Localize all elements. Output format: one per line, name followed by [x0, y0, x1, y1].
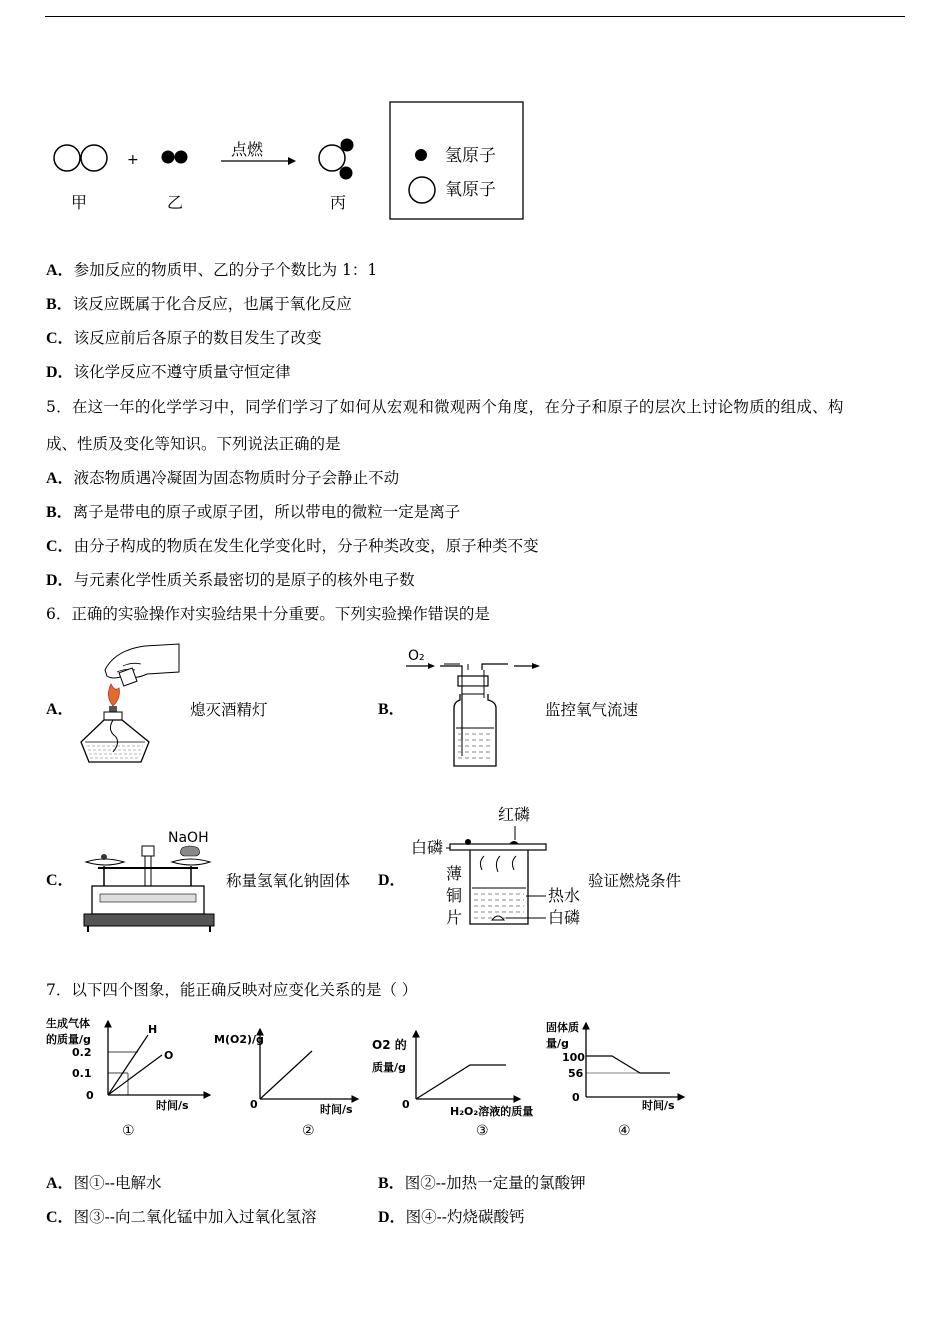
- option-label: C．: [46, 330, 74, 347]
- legend-o-text: 氧原子: [445, 180, 496, 200]
- bing-label: 丙: [330, 193, 347, 212]
- option-text: 与元素化学性质关系最密切的是原子的核外电子数: [73, 571, 415, 589]
- g2-num: ②: [302, 1123, 315, 1139]
- q7-stem: 7．以下四个图象，能正确反映对应变化关系的是（ ）: [46, 981, 418, 999]
- option-label: A．: [46, 470, 74, 487]
- q5-option-b: [46, 502, 460, 523]
- reaction-diagram: [45, 95, 535, 225]
- option-text: 该反应前后各原子的数目发生了改变: [73, 329, 322, 347]
- g1-xlabel: 时间/s: [156, 1099, 189, 1112]
- option-label: B．: [46, 504, 73, 521]
- combustion-setup-figure: [408, 800, 588, 934]
- q6-stem: 6．正确的实验操作对实验结果十分重要。下列实验操作错误的是: [46, 605, 490, 623]
- q6-b-text: 监控氧气流速: [545, 701, 639, 719]
- jia-atom-1: [54, 145, 80, 171]
- g2-ylabel: M(O2)/g: [214, 1033, 264, 1046]
- q5-option-a: [46, 468, 399, 489]
- g1-line-o: O: [164, 1049, 174, 1062]
- graph-3: [372, 1031, 533, 1139]
- q4-option-a: [46, 260, 377, 281]
- option-text: 该化学反应不遵守质量守恒定律: [73, 363, 291, 381]
- arrow-label: 点燃: [231, 140, 264, 159]
- option-text: 参加反应的物质甲、乙的分子个数比为 1：1: [73, 261, 378, 279]
- option-label: A．: [46, 1175, 74, 1192]
- naoh-label: NaOH: [168, 830, 209, 846]
- white-p-bottom-label: 白磷: [548, 908, 581, 927]
- red-p-label: 红磷: [498, 805, 531, 824]
- q5-option-c: [46, 536, 539, 557]
- bing-h-atom-2: [340, 167, 353, 180]
- q7-graphs: [40, 1015, 700, 1145]
- o2-label: O₂: [408, 648, 425, 664]
- g3-xlabel: H₂O₂溶液的质量: [450, 1105, 534, 1118]
- g1-y-tick-1: 0.2: [72, 1046, 92, 1059]
- copper-label: 铜: [446, 886, 463, 905]
- option-text: 图③--向二氧化锰中加入过氧化氢溶: [73, 1208, 317, 1226]
- sheet-label: 片: [446, 908, 463, 927]
- graph-2: [214, 1029, 358, 1139]
- option-text: 该反应既属于化合反应，也属于氧化反应: [72, 295, 352, 313]
- q6-d-text: 验证燃烧条件: [588, 872, 682, 890]
- g1-num: ①: [122, 1123, 135, 1139]
- yi-label: 乙: [167, 193, 184, 212]
- option-text: 图④--灼烧碳酸钙: [405, 1208, 525, 1226]
- q5-stem-line1: 5．在这一年的化学学习中，同学们学习了如何从宏观和微观两个角度，在分子和原子的层次上讨论物质的组成、构: [46, 398, 844, 416]
- yi-atom-1: [162, 151, 175, 164]
- q6-a-label: A．: [46, 701, 74, 718]
- legend-h-text: 氢原子: [445, 146, 496, 166]
- q4-option-b: [46, 294, 352, 315]
- option-text: 离子是带电的原子或原子团，所以带电的微粒一定是离子: [72, 503, 461, 521]
- g1-ylabel-1: 生成气体: [46, 1017, 90, 1030]
- option-label: A．: [46, 262, 74, 279]
- q6-c-label: C．: [46, 872, 74, 889]
- option-label: C．: [46, 538, 74, 555]
- g1-origin: 0: [86, 1089, 94, 1102]
- graph-4: [546, 1020, 684, 1139]
- option-label: D．: [378, 1209, 406, 1226]
- g3-origin: 0: [402, 1098, 410, 1111]
- option-text: 由分子构成的物质在发生化学变化时，分子种类改变，原子种类不变: [73, 537, 539, 555]
- hot-water-label: 热水: [548, 886, 581, 905]
- legend-o-circle: [409, 177, 435, 203]
- g4-num: ④: [618, 1123, 631, 1139]
- q7-option-a: [46, 1173, 162, 1194]
- q5-option-d: [46, 570, 415, 591]
- q5-stem-line2: 成、性质及变化等知识。下列说法正确的是: [46, 435, 341, 453]
- g4-y-tick-2: 56: [568, 1067, 584, 1080]
- bing-o-atom: [319, 145, 345, 171]
- option-text: 图①--电解水: [73, 1174, 162, 1192]
- legend-h-dot: [415, 149, 427, 161]
- top-rule: [45, 16, 905, 17]
- g4-xlabel: 时间/s: [642, 1099, 675, 1112]
- option-label: B．: [378, 1175, 405, 1192]
- g4-ylabel-1: 固体质: [546, 1021, 579, 1034]
- option-label: D．: [46, 364, 74, 381]
- g1-y-tick-2: 0.1: [72, 1067, 92, 1080]
- q6-b-label: B．: [378, 701, 405, 718]
- g2-origin: 0: [250, 1098, 258, 1111]
- q7-option-b: [378, 1173, 586, 1194]
- option-label: B．: [46, 296, 73, 313]
- g1-ylabel-2: 的质量/g: [46, 1033, 91, 1046]
- thin-label: 薄: [446, 864, 463, 883]
- g3-ylabel-2: 质量/g: [372, 1061, 406, 1074]
- q7-option-c: [46, 1207, 317, 1228]
- jia-label: 甲: [71, 193, 88, 212]
- gas-wash-bottle-figure: [400, 640, 550, 772]
- g4-ylabel-2: 量/g: [546, 1037, 569, 1050]
- white-p-top-label: 白磷: [411, 838, 444, 857]
- q4-option-c: [46, 328, 322, 349]
- q6-d-label: D．: [378, 872, 406, 889]
- jia-atom-2: [81, 145, 107, 171]
- q4-option-d: [46, 362, 291, 383]
- balance-figure: [78, 826, 223, 938]
- g3-ylabel-1: O2 的: [372, 1038, 407, 1052]
- bing-h-atom-1: [341, 139, 354, 152]
- g4-origin: 0: [572, 1091, 580, 1104]
- yi-atom-2: [175, 151, 188, 164]
- alcohol-lamp-figure: [75, 640, 185, 768]
- q6-c-text: 称量氢氧化钠固体: [226, 872, 351, 890]
- g2-xlabel: 时间/s: [320, 1103, 353, 1116]
- q7-option-d: [378, 1207, 525, 1228]
- g4-y-tick-1: 100: [562, 1051, 585, 1064]
- option-label: D．: [46, 572, 74, 589]
- option-text: 图②--加热一定量的氯酸钾: [404, 1174, 586, 1192]
- option-text: 液态物质遇冷凝固为固态物质时分子会静止不动: [73, 469, 400, 487]
- g3-num: ③: [476, 1123, 489, 1139]
- plus-sign: +: [127, 152, 139, 168]
- q6-a-text: 熄灭酒精灯: [190, 701, 268, 719]
- g1-line-h: H: [148, 1023, 158, 1036]
- graph-1: [46, 1016, 210, 1139]
- option-label: C．: [46, 1209, 74, 1226]
